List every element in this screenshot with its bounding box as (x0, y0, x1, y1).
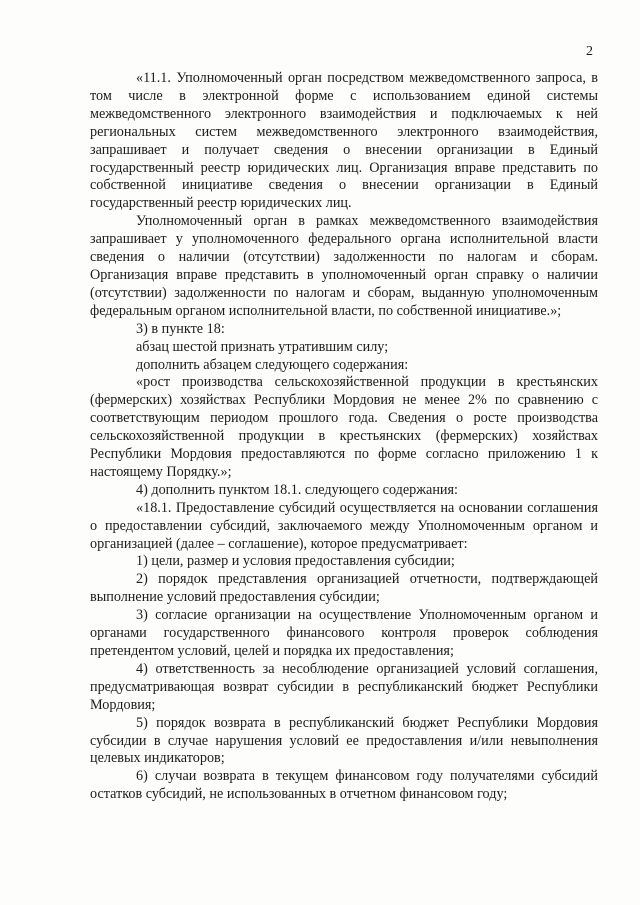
paragraph-18-1: «18.1. Предоставление субсидий осуществляется на основании соглашения о предоставлении субсидий, заключаемого между Уполномоченным органом и организацией (далее – соглашение), которое предусматривает: (90, 499, 598, 552)
paragraph-11-1: «11.1. Уполномоченный орган посредством межведомственного запроса, в том числе в электронной форме с использованием единой системы межведомственного электронного взаимодействия и подключаемых к ней региональных систем межведомственного электронного взаимодействия, запрашивает и получает сведения о внесении организации в Единый государственный реестр юридических лиц. Организация вправе представить по собственной инициативе сведения о внесении организации в Единый государственный реестр юридических лиц. (90, 70, 598, 212)
list-item-6: 6) случаи возврата в текущем финансовом году получателями субсидий остатков субсидий, не использованных в отчетном финансовом году; (90, 768, 598, 803)
list-item-4: 4) ответственность за несоблюдение организацией условий соглашения, предусматривающая возврат субсидии в республиканский бюджет Республики Мордовия; (90, 660, 598, 713)
paragraph-item-4: 4) дополнить пунктом 18.1. следующего содержания: (136, 481, 458, 498)
page-number: 2 (586, 44, 593, 59)
list-item-2: 2) порядок представления организацией отчетности, подтверждающей выполнение условий предоставления субсидии; (90, 571, 598, 606)
paragraph-interagency: Уполномоченный орган в рамках межведомственного взаимодействия запрашивает у уполномоченного федерального органа исполнительной власти сведения о наличии (отсутствии) задолженности по налогам и сборам. Организация вправе представить в уполномоченный орган справку о наличии (отсутствии) задолженности по налогам и сборам, выданную уполномоченным федеральным органом исполнительной власти, по собственной инициативе.»; (90, 213, 598, 319)
paragraph-add-abzac: дополнить абзацем следующего содержания: (136, 356, 409, 373)
paragraph-item-3: 3) в пункте 18: (136, 320, 225, 337)
document-body (90, 70, 598, 804)
list-item-1: 1) цели, размер и условия предоставления субсидии; (136, 553, 455, 570)
list-item-3: 3) согласие организации на осуществление Уполномоченным органом и органами государственного финансового контроля проверок соблюдения претендентом условий, целей и порядка их предоставления; (90, 607, 598, 659)
paragraph-abzac-6: абзац шестой признать утратившим силу; (136, 338, 389, 355)
paragraph-growth: «рост производства сельскохозяйственной продукции в крестьянских (фермерских) хозяйствах Республики Мордовия не менее 2% по сравнению с соответствующим периодом прошлого года. Сведения о росте производства сельскохозяйственной продукции в крестьянских (фермерских) хозяйствах Республики Мордовия предоставляются по форме согласно приложению 1 к настоящему Порядку.»; (90, 374, 598, 480)
list-item-5: 5) порядок возврата в республиканский бюджет Республики Мордовия субсидии в случае нарушения условий ее предоставления и/или невыполнения целевых индикаторов; (90, 714, 598, 767)
